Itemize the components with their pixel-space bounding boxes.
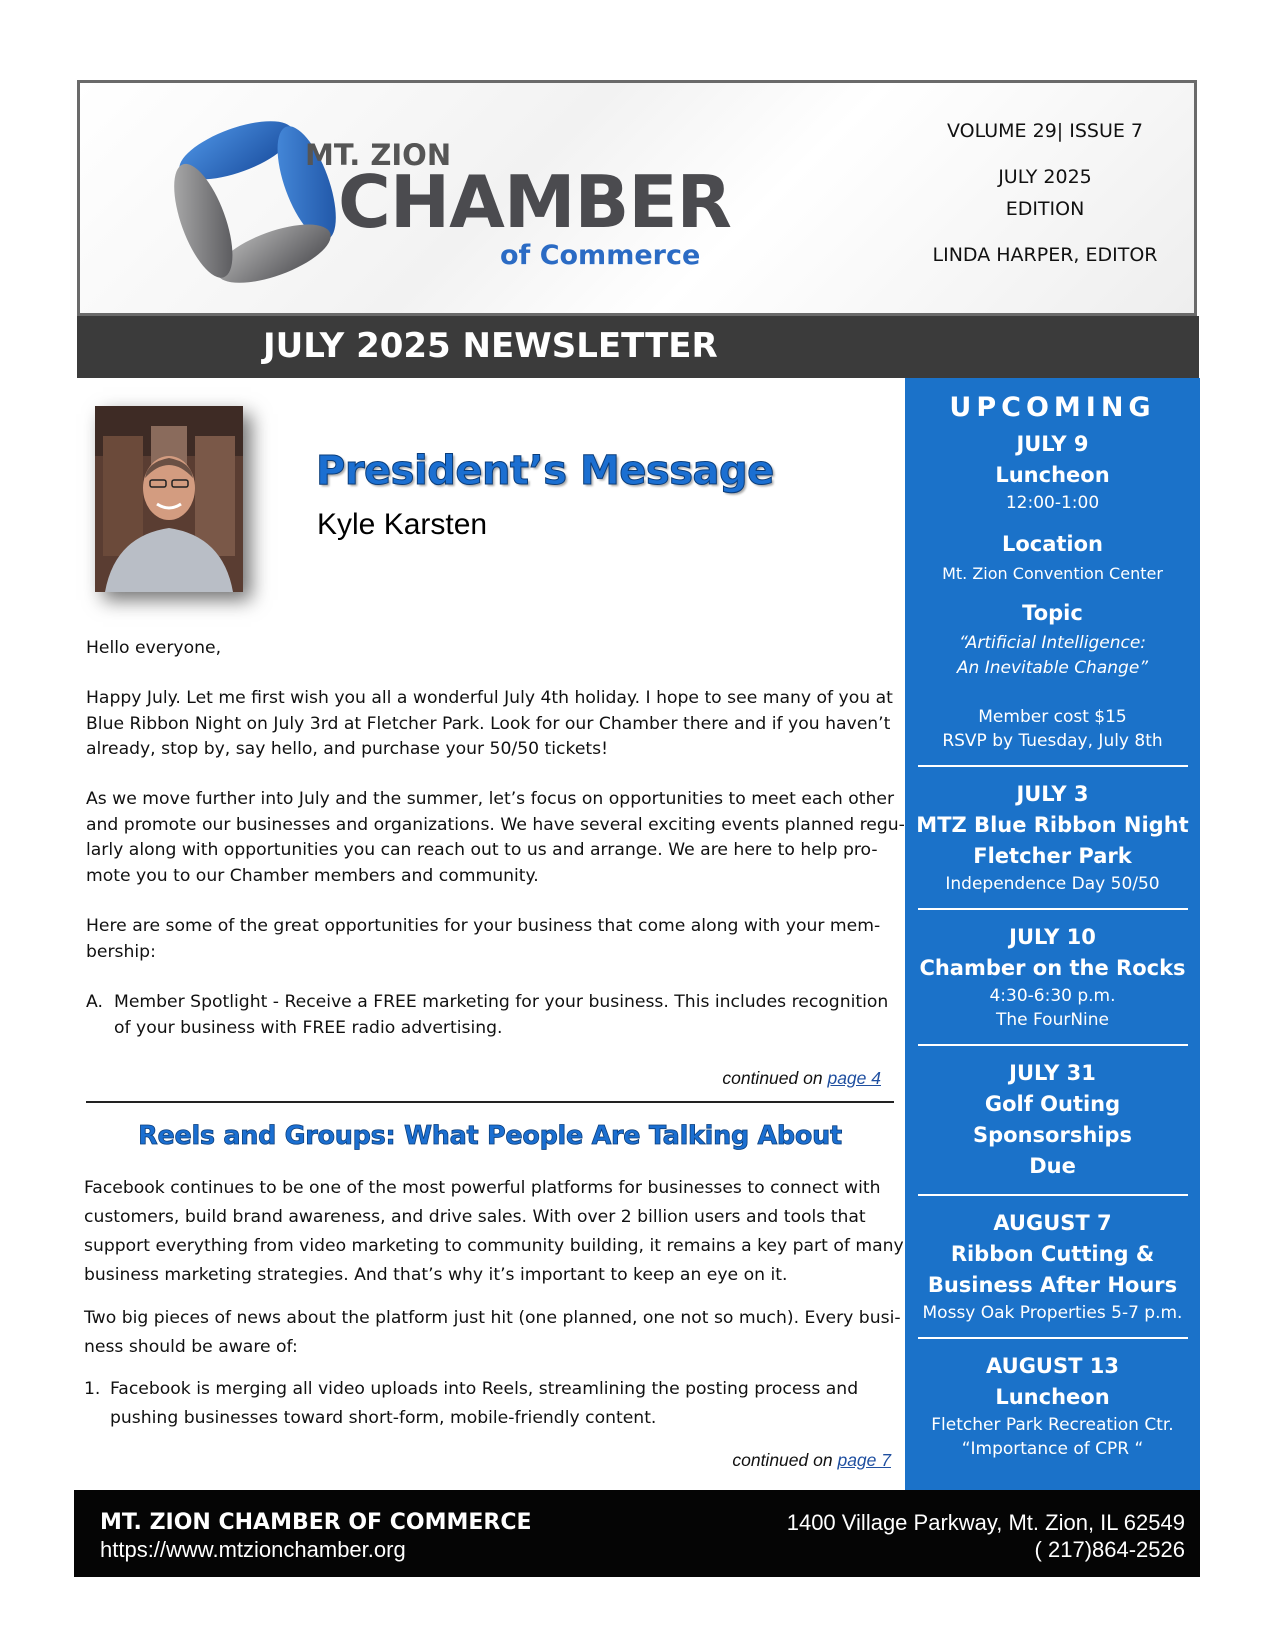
event-name-line-1: Ribbon Cutting & (950, 1242, 1155, 1266)
paragraph-2: As we move further into July and the summer, let’s focus on opportunities to meet each other and promote our businesses and organizations. We have several exciting events planned regu- larly along with opportunities you can reach out to us and arrange. We are here to help pro- mote you to our Chamber members and community. (86, 789, 905, 886)
sidebar-separator (918, 1194, 1188, 1196)
continued-note-2: continued on page 7 (732, 1450, 891, 1470)
page-4-link[interactable]: page 4 (827, 1068, 881, 1088)
sidebar-separator (918, 1337, 1188, 1339)
paragraph-3: Here are some of the great opportunities for your business that come along with your mem- bership: (86, 916, 881, 962)
event-date: JULY 10 (1009, 925, 1096, 949)
event-date: AUGUST 13 (986, 1354, 1119, 1378)
reels-article-title: Reels and Groups: What People Are Talking About (138, 1121, 842, 1151)
event-july-3 (905, 779, 1200, 896)
presidents-message-title: President’s Message (316, 448, 774, 494)
event-place: Fletcher Park Recreation Ctr. (931, 1415, 1174, 1435)
reels-paragraph-2: Two big pieces of news about the platform just hit (one planned, one not so much). Every busi- ness should be aware of: (84, 1308, 901, 1357)
footer-address: 1400 Village Parkway, Mt. Zion, IL 62549 (786, 1510, 1185, 1535)
sidebar-separator (918, 765, 1188, 767)
topic-label: Topic (1022, 601, 1083, 625)
edition-label: EDITION (1005, 198, 1085, 220)
list-marker-a: A. (86, 992, 103, 1012)
list-marker-1: 1. (84, 1379, 101, 1399)
event-time: 4:30-6:30 p.m. (989, 986, 1116, 1006)
president-name: Kyle Karsten (317, 508, 488, 541)
event-detail: Independence Day 50/50 (945, 874, 1160, 894)
list-item-member-spotlight: Member Spotlight - Receive a FREE marketing for your business. This includes recognition of your business with FREE radio advertising. (114, 992, 889, 1038)
topic-line-1: “Artificial Intelligence: (958, 633, 1147, 653)
list-item-reels: Facebook is merging all video uploads into Reels, streamlining the posting process and pushing businesses toward short-form, mobile-friendly content. (110, 1379, 859, 1428)
event-date: AUGUST 7 (993, 1211, 1112, 1235)
event-location: Mt. Zion Convention Center (942, 564, 1163, 583)
event-july-10 (905, 922, 1200, 1032)
edition-month: JULY 2025 (998, 166, 1092, 188)
sidebar-separator (918, 1044, 1188, 1046)
event-july-31 (905, 1058, 1200, 1182)
footer-phone: ( 217)864-2526 (1034, 1537, 1185, 1562)
reels-paragraph-1: Facebook continues to be one of the most powerful platforms for businesses to connect with customers, build brand awareness, and drive sales. With over 2 billion users and tools that support everything from video marketing to community building, it remains a key part of many business marketing strategies. And that’s why it’s important to keep an eye on it. (84, 1178, 904, 1285)
event-august-7 (905, 1208, 1200, 1325)
event-august-13 (905, 1351, 1200, 1461)
upcoming-sidebar (905, 378, 1200, 1490)
event-date: JULY 9 (1016, 432, 1089, 456)
footer-website-link[interactable]: https://www.mtzionchamber.org (100, 1537, 406, 1562)
event-name-line-1: MTZ Blue Ribbon Night (916, 813, 1189, 837)
member-cost: Member cost $15 (978, 707, 1127, 727)
sidebar-separator (918, 908, 1188, 910)
volume-issue: VOLUME 29| ISSUE 7 (947, 120, 1143, 142)
event-time: 12:00-1:00 (1005, 493, 1100, 513)
topic-line-2: An Inevitable Change” (956, 658, 1149, 678)
event-topic: “Importance of CPR “ (961, 1439, 1144, 1459)
event-name-line-2: Fletcher Park (973, 844, 1132, 868)
event-name: Luncheon (995, 1385, 1110, 1409)
logo-line-of-commerce: of Commerce (500, 240, 701, 271)
paragraph-1: Happy July. Let me first wish you all a wonderful July 4th holiday. I hope to see many of you at Blue Ribbon Night on July 3rd at Fletcher Park. Look for our Chamber there and if you haven’t already, stop by, say hello, and purchase your 50/50 tickets! (86, 688, 893, 759)
newsletter-title: JULY 2025 NEWSLETTER (263, 326, 718, 366)
event-date: JULY 3 (1016, 782, 1089, 806)
page-7-link[interactable]: page 7 (837, 1450, 891, 1470)
event-name-line-2: Business After Hours (927, 1273, 1178, 1297)
president-photo (95, 406, 243, 592)
continued-note-1: continued on page 4 (722, 1068, 881, 1088)
event-place: The FourNine (995, 1010, 1110, 1030)
event-name-line-2: Due (1029, 1154, 1076, 1178)
logo-line-chamber: CHAMBER (338, 160, 731, 244)
event-name-line-1: Golf Outing Sponsorships (973, 1092, 1132, 1147)
footer-org-name: MT. ZION CHAMBER OF COMMERCE (100, 1510, 532, 1535)
upcoming-heading: UPCOMING (949, 392, 1156, 423)
event-date: JULY 31 (1009, 1061, 1096, 1085)
greeting: Hello everyone, (86, 638, 222, 658)
event-name: Chamber on the Rocks (919, 956, 1186, 980)
section-divider (86, 1101, 894, 1103)
location-label: Location (1001, 532, 1104, 556)
event-detail: Mossy Oak Properties 5-7 p.m. (922, 1303, 1183, 1323)
rsvp-date: RSVP by Tuesday, July 8th (942, 731, 1163, 751)
editor-name: LINDA HARPER, EDITOR (932, 244, 1158, 266)
logo-line-mt-zion: MT. ZION (305, 138, 452, 172)
event-name: Luncheon (995, 463, 1110, 487)
event-july-9 (905, 429, 1200, 753)
